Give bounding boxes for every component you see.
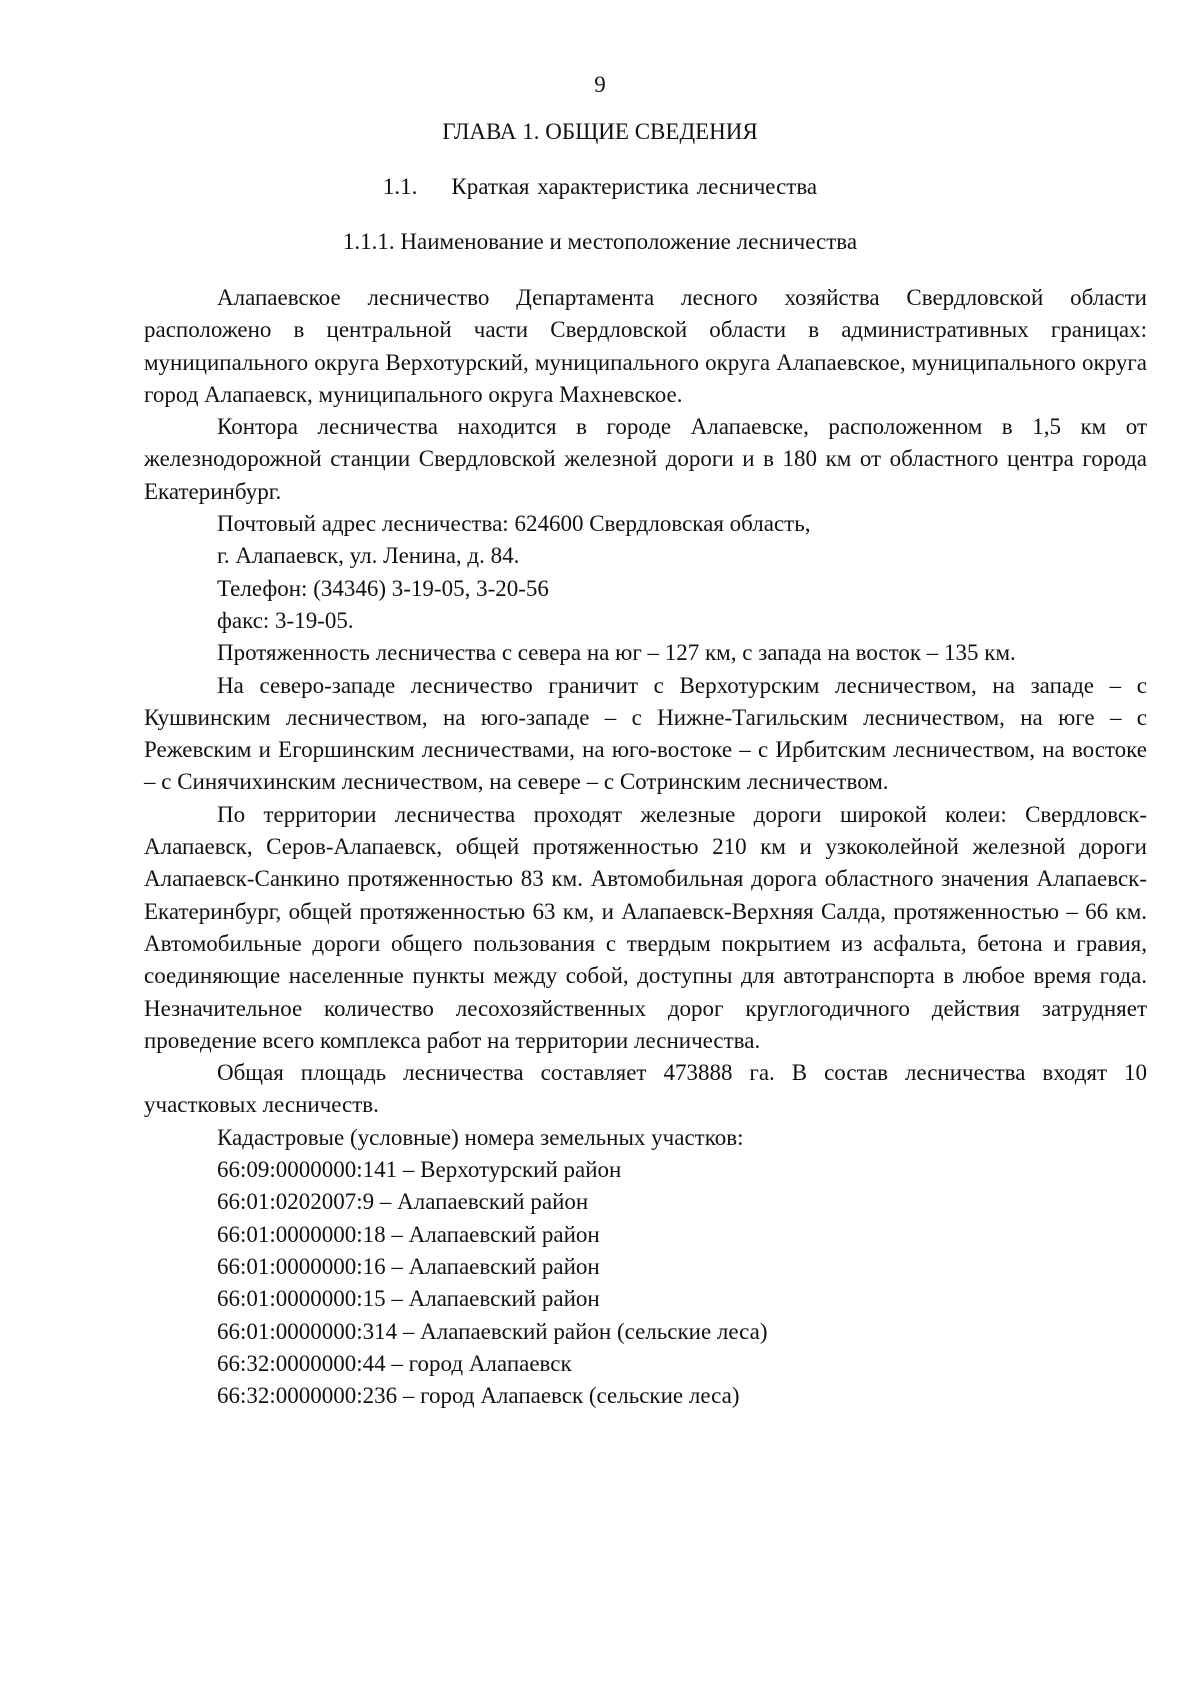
cadastral-number-item: 66:32:0000000:44 – город Алапаевск <box>217 1350 572 1376</box>
section-title <box>0 172 1200 202</box>
paragraph-extent: Протяженность лесничества с севера на юг – 127 км, с запада на восток – 135 км. <box>217 640 1016 666</box>
paragraph-location: Алапаевское лесничество Департамента лесного хозяйства Свердловской области расположено в центральной части Свердловской области в административных границах: муниципального округа Верхотурский, муниципального округа Алапаевское, муниципального округа город Алапаевск, муниципального округа Махневское. <box>144 285 1147 407</box>
cadastral-number-item: 66:01:0202007:9 – Алапаевский район <box>217 1189 589 1215</box>
paragraph-roads: По территории лесничества проходят железные дороги широкой колеи: Свердловск-Алапаевск, Серов-Алапаевск, общей протяженностью 210 км и узкоколейной железной дороги Алапаевск-Санкино протяженностью 83 км. Автомобильная дорога областного значения Алапаевск-Екатеринбург, общей протяженностью 63 км, и Алапаевск-Верхняя Салда, протяженностью – 66 км. Автомобильные дороги общего пользования с твердым покрытием из асфальта, бетона и гравия, соединяющие населенные пункты между собой, доступны для автотранспорта в любое время года. Незначительное количество лесохозяйственных дорог круглогодичного действия затрудняет проведение всего комплекса работ на территории лесничества. <box>144 801 1147 1053</box>
phone-line: Телефон: (34346) 3-19-05, 3-20-56 <box>217 575 549 601</box>
postal-address-line-2: г. Алапаевск, ул. Ленина, д. 84. <box>217 543 520 569</box>
paragraph-office: Контора лесничества находится в городе Алапаевске, расположенном в 1,5 км от железнодорожной станции Свердловской железной дороги и в 180 км от областного центра города Екатеринбург. <box>144 414 1147 504</box>
cadastral-number-item: 66:01:0000000:15 – Алапаевский район <box>217 1286 600 1312</box>
paragraph-borders: На северо-западе лесничество граничит с Верхотурским лесничеством, на западе – с Кушвинским лесничеством, на юго-западе – с Нижне-Тагильским лесничеством, на юге – с Режевским и Егоршинским лесничествами, на юго-востоке – с Ирбитским лесничеством, на востоке – с Синячихинским лесничеством, на севере – с Сотринским лесничеством. <box>144 672 1147 795</box>
cadastral-number-item: 66:01:0000000:16 – Алапаевский район <box>217 1253 600 1279</box>
paragraph-area: Общая площадь лесничества составляет 473888 га. В состав лесничества входят 10 участковых лесничеств. <box>144 1060 1147 1118</box>
section-title-text: Краткая характеристика лесничества <box>451 174 818 199</box>
subsection-title: 1.1.1. Наименование и местоположение лесничества <box>342 229 858 254</box>
cadastral-number-item: 66:09:0000000:141 – Верхотурский район <box>217 1157 622 1183</box>
cadastral-number-item: 66:32:0000000:236 – город Алапаевск (сельские леса) <box>217 1383 740 1409</box>
chapter-title: ГЛАВА 1. ОБЩИЕ СВЕДЕНИЯ <box>442 119 758 144</box>
cadastral-number-item: 66:01:0000000:314 – Алапаевский район (сельские леса) <box>217 1318 768 1344</box>
section-number: 1.1. <box>382 174 418 199</box>
cadastral-number-item: 66:01:0000000:18 – Алапаевский район <box>217 1221 600 1247</box>
postal-address-line-1: Почтовый адрес лесничества: 624600 Свердловская область, <box>217 511 811 537</box>
cadastral-heading: Кадастровые (условные) номера земельных участков: <box>217 1124 744 1150</box>
fax-line: факс: 3-19-05. <box>217 607 354 633</box>
page-number: 9 <box>594 72 606 97</box>
body-text <box>144 282 1147 1412</box>
